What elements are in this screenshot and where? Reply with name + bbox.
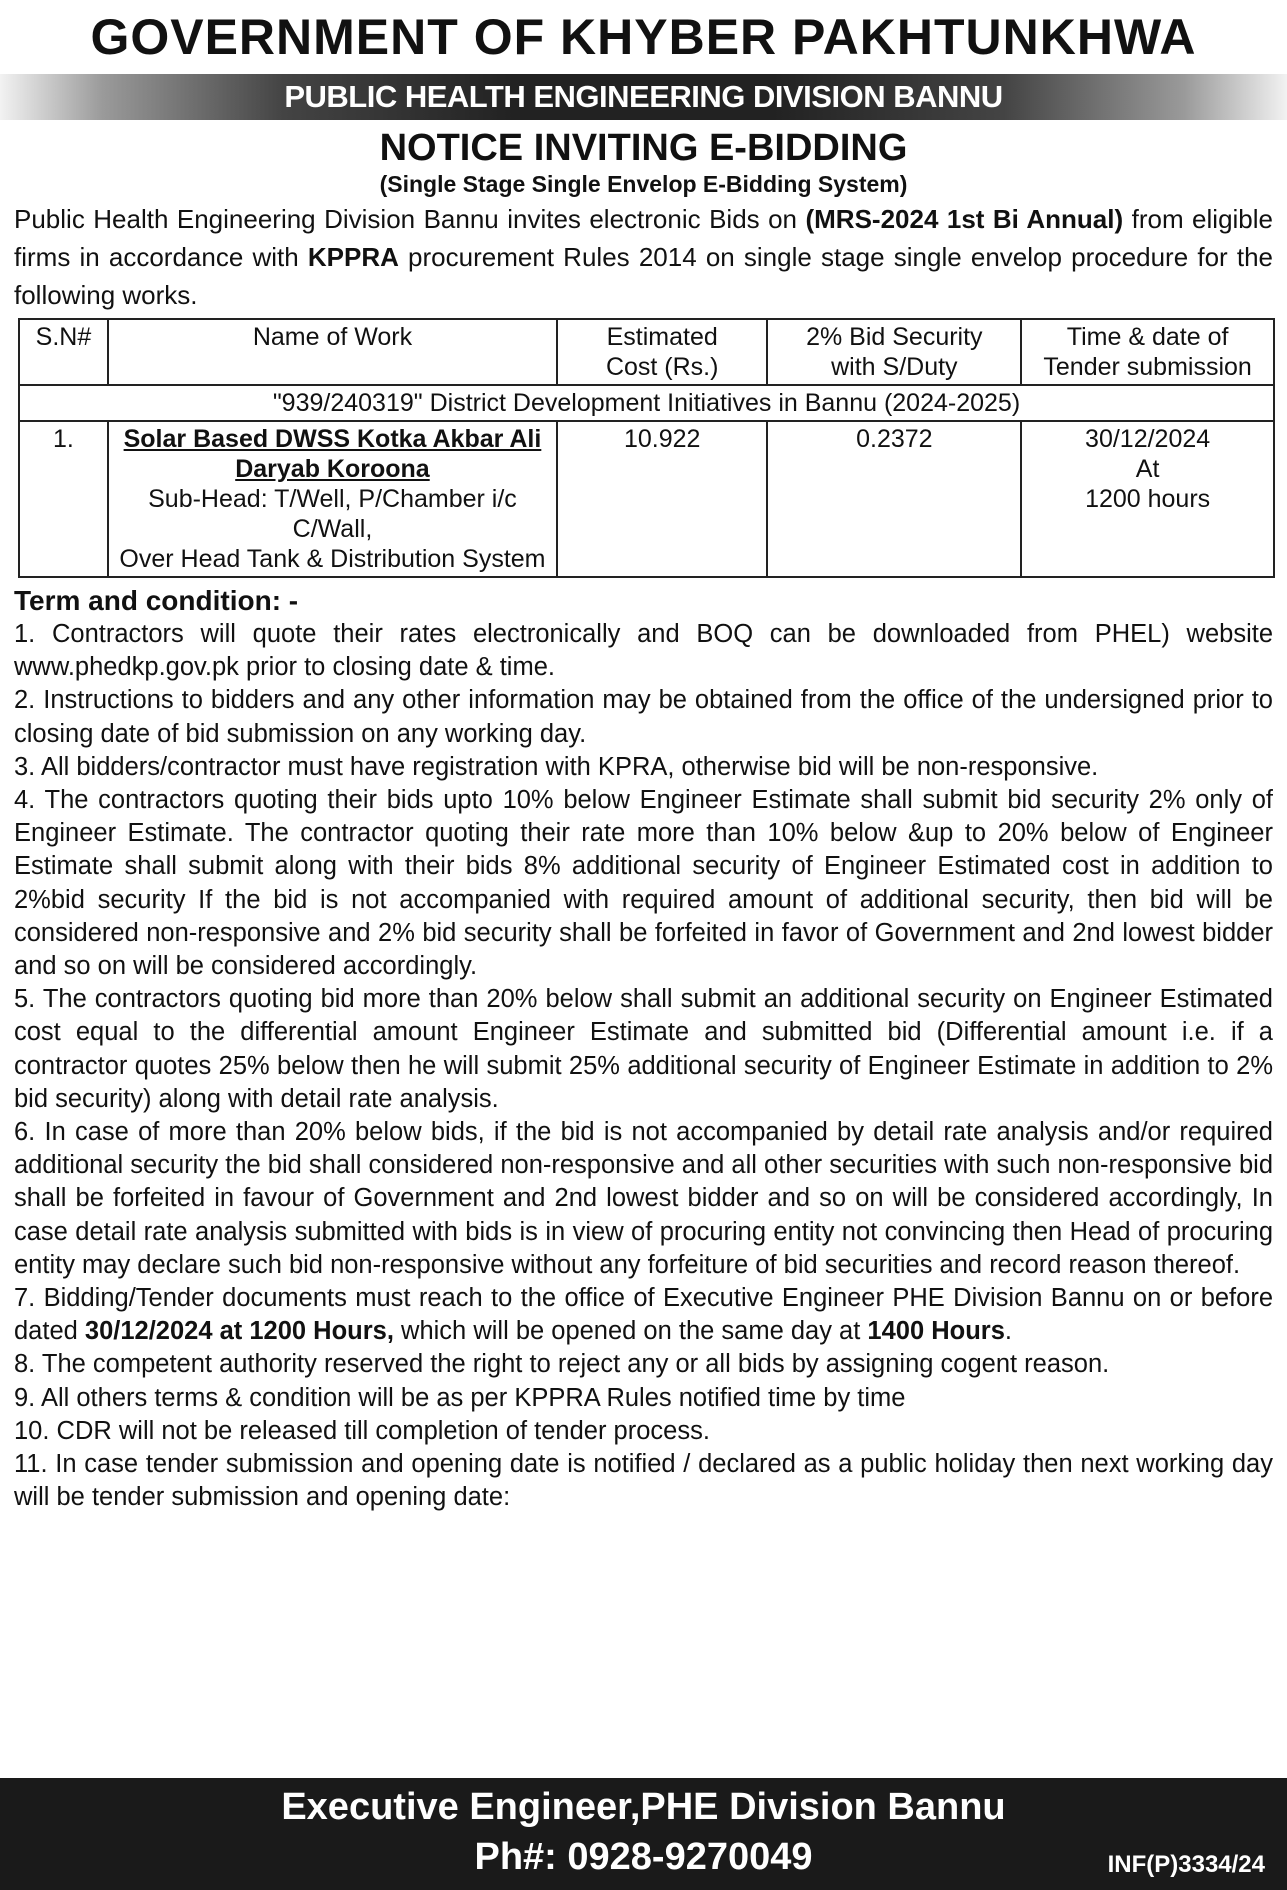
work-title-line1: Solar Based DWSS Kotka Akbar Ali [123, 425, 542, 453]
cell-time-date [1021, 421, 1274, 577]
cell-estimated-cost: 10.922 [557, 421, 767, 577]
government-title: GOVERNMENT OF KHYBER PAKHTUNKHWA [90, 9, 1197, 65]
table-header-row [19, 319, 1274, 385]
phone-number: Ph#: 0928-9270049 [474, 1836, 813, 1878]
footer-banner [0, 1778, 1287, 1890]
table-group-row [19, 385, 1274, 421]
signatory: Executive Engineer,PHE Division Bannu [281, 1786, 1006, 1828]
intro-text-2: from eligible firms in accordance with [14, 204, 1274, 272]
header-bid-security: 2% Bid Security with S/Duty [767, 319, 1021, 385]
sub-head-line2: Over Head Tank & Distribution System [119, 545, 546, 573]
terms-heading: Term and condition: - [14, 585, 299, 616]
reference-code: INF(P)3334/24 [1107, 1851, 1265, 1878]
intro-bold-mrs: (MRS-2024 1st Bi Annual) [805, 204, 1124, 234]
group-heading: "939/240319" District Development Initiatives in Bannu (2024-2025) [19, 385, 1274, 421]
term-9: 9. All others terms & condition will be as per KPPRA Rules notified time by time [14, 1383, 906, 1412]
intro-bold-kppra: KPPRA [307, 242, 399, 272]
intro-paragraph [14, 200, 1273, 314]
intro-text-1: Public Health Engineering Division Bannu invites electronic Bids on [14, 204, 806, 234]
cell-sn: 1. [19, 421, 108, 577]
header-time-date: Time & date of Tender submission [1021, 319, 1274, 385]
notice-subtitle: (Single Stage Single Envelop E-Bidding System) [379, 171, 908, 197]
submission-at: At [1135, 455, 1160, 483]
term-4: 4. The contractors quoting their bids upto 10% below Engineer Estimate shall submit bid security 2% only of Engineer Estimate. The contractor quoting their rate more than 10% below &up to 20% below of Engineer Estimate shall submit along with their bids 8% additional security of Engineer Estimated cost in addition to 2%bid security If the bid is not accompanied with required amount of additional security, then bid will be considered non-responsive and 2% bid security shall be forfeited in favor of Government and 2nd lowest bidder and so on will be considered accordingly. [14, 786, 1273, 981]
closing-date-bold: 30/12/2024 at 1200 Hours, [84, 1317, 394, 1346]
term-10: 10. CDR will not be released till completion of tender process. [14, 1416, 710, 1445]
header-estimated-cost: Estimated Cost (Rs.) [557, 319, 767, 385]
term-1: 1. Contractors will quote their rates electronically and BOQ can be downloaded from PHEL) website www.phedkp.gov.pk prior to closing date & time. [14, 620, 1273, 682]
work-title-line2: Daryab Koroona [235, 455, 430, 483]
header-sn: S.N# [19, 319, 108, 385]
term-5: 5. The contractors quoting bid more than 20% below shall submit an additional security on Engineer Estimated cost equal to the differential amount Engineer Estimate and submitted bid (Differential amount i.e. if a contractor quotes 25% below then he will submit 25% additional security of Engineer Estimate in addition to 2% bid security) along with detail rate analysis. [14, 985, 1273, 1113]
cell-bid-security: 0.2372 [767, 421, 1021, 577]
submission-date: 30/12/2024 [1085, 425, 1211, 453]
term-6: 6. In case of more than 20% below bids, if the bid is not accompanied by detail rate analysis and/or required additional security the bid shall considered non-responsive and all other securities with such non-responsive bid shall be forfeited in favour of Government and 2nd lowest bidder and so on will be considered accordingly, In case detail rate analysis submitted with bids is in view of procuring entity not convincing then Head of procuring entity may declare such bid non-responsive without any forfeiture of bid securities and record reason thereof. [14, 1118, 1273, 1279]
sub-head-line1: Sub-Head: T/Well, P/Chamber i/c C/Wall, [148, 485, 517, 543]
term-8: 8. The competent authority reserved the right to reject any or all bids by assigning cogent reason. [14, 1350, 1110, 1379]
notice-title: NOTICE INVITING E-BIDDING [379, 127, 908, 169]
intro-text-3: procurement Rules 2014 on single stage single envelop procedure for the following works. [14, 242, 1273, 310]
submission-hours: 1200 hours [1085, 485, 1211, 513]
term-11: 11. In case tender submission and opening date is notified / declared as a public holiday then next working day will be tender submission and opening date: [14, 1450, 1273, 1512]
term-7: 7. Bidding/Tender documents must reach to the office of Executive Engineer PHE Division Bannu on or before dated 30/12/2024 at 1200 Hours, which will be opened on the same day at 1400 Hours. [14, 1284, 1273, 1346]
cell-name-of-work [108, 421, 557, 577]
header-name-of-work: Name of Work [108, 319, 557, 385]
table-row [19, 421, 1274, 577]
term-2: 2. Instructions to bidders and any other information may be obtained from the office of the undersigned prior to closing date of bid submission on any working day. [14, 686, 1273, 748]
opening-time-bold: 1400 Hours [867, 1317, 1005, 1346]
term-3: 3. All bidders/contractor must have registration with KPRA, otherwise bid will be non-responsive. [14, 752, 1099, 781]
works-table [18, 318, 1275, 578]
division-banner: PUBLIC HEALTH ENGINEERING DIVISION BANNU [0, 74, 1287, 120]
notice-body [0, 200, 1287, 1514]
